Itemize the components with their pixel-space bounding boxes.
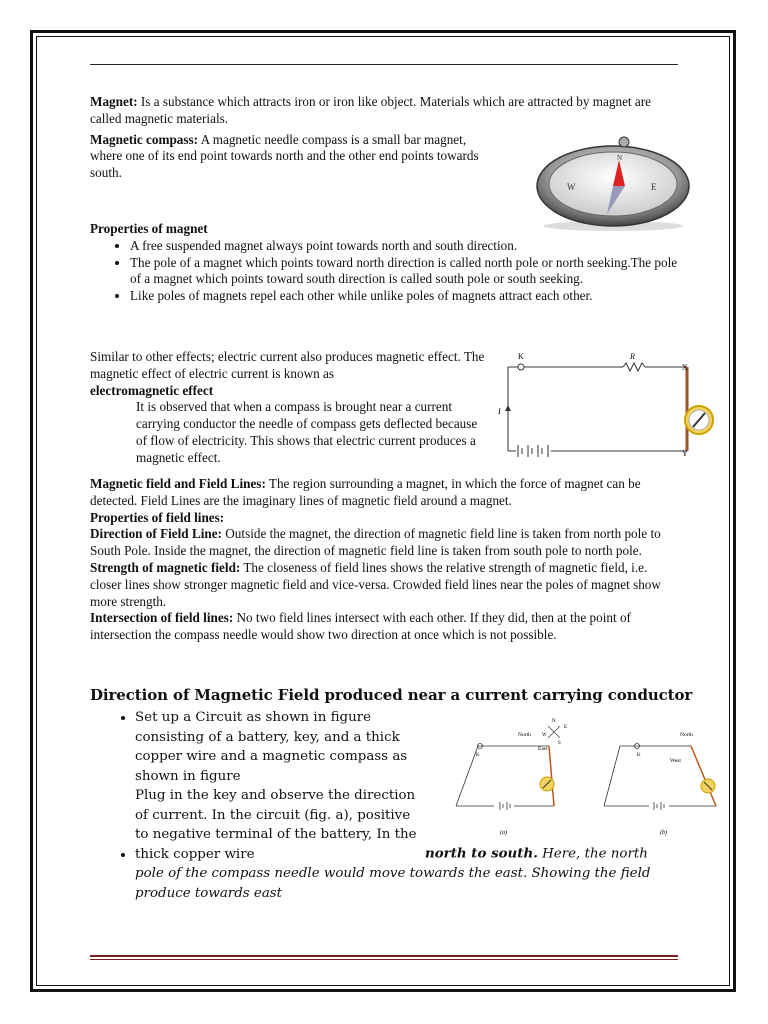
magnet-definition <box>90 94 678 128</box>
magnet-def: Is a substance which attracts iron or iron like object. Materials which are attracted by magnet are called magnetic materials. <box>90 94 651 126</box>
compass-def: A magnetic needle compass is a small bar magnet, where one of its end point towards north and the other end points towards south. <box>90 131 479 181</box>
field-props-heading: Properties of field lines: <box>90 509 225 525</box>
electro-indent: It is observed that when a compass is brought near a current carrying conductor the needle of compass gets deflected because of flow of electricity. This shows that electric current produces a magnetic effect. <box>136 399 478 465</box>
properties-list <box>90 238 678 305</box>
label-y: Y <box>682 449 688 458</box>
compass-definition <box>90 132 500 182</box>
direction-paragraph: Direction of Field Line: Outside the magnet, the direction of magnetic field line is taken from north pole to South Pole. Inside the magnet, the direction of magnetic field line is taken from south pole to north pole. <box>90 526 661 559</box>
magnet-term: Magnet: <box>90 94 138 109</box>
label-e: E <box>564 725 568 730</box>
compass-image <box>533 134 693 232</box>
label-north-b: North <box>680 732 693 738</box>
compass-e-label: E <box>651 182 657 192</box>
caption-b: (b) <box>660 830 667 836</box>
compass-w-label: W <box>567 182 576 192</box>
intersection-paragraph: Intersection of field lines: No two field lines intersect with each other. If they did, then at the point of intersection the compass needle would show two direction at once which is not possible. <box>90 610 631 643</box>
strength-paragraph: Strength of magnetic field: The closeness of field lines shows the relative strength of magnetic field, i.e. closer lines show stronger magnetic field and vice-versa. Crowded field lines near the poles of magnet show more strength. <box>90 559 661 609</box>
label-k: K <box>518 352 524 361</box>
section2-heading: Direction of Magnetic Field produced near a current carrying conductor <box>90 686 693 704</box>
caption-a: (a) <box>500 830 507 836</box>
field-definition: Magnetic field and Field Lines: The region surrounding a magnet, in which the force of magnet can be detected. Field Lines are the imaginary lines of magnetic field around a magnet. <box>90 476 641 508</box>
label-n: N <box>552 719 556 724</box>
label-k-a: K <box>476 753 480 758</box>
label-w: W <box>542 733 547 738</box>
electro-intro: Similar to other effects; electric current also produces magnetic effect. The magnetic effect of electric current is known as electromagnetic effect <box>90 349 485 398</box>
properties-heading: Properties of magnet <box>90 221 208 236</box>
header-rule <box>90 64 678 65</box>
electro-term: electromagnetic effect <box>90 382 214 398</box>
list-item: • Like poles of magnets repel each other while unlike poles of magnets attract each other. <box>130 288 678 305</box>
properties-section <box>90 221 678 305</box>
label-k-b: K <box>637 753 641 758</box>
field-section <box>90 476 678 644</box>
footer-rule-thin <box>90 959 678 960</box>
label-s: S <box>558 741 561 746</box>
label-r: R <box>630 352 635 361</box>
label-west: West <box>670 758 681 764</box>
label-north-a: North <box>518 732 531 738</box>
list-item: • A free suspended magnet always point towards north and south direction. <box>130 238 678 255</box>
compass-n-label: N <box>617 154 623 162</box>
circuit-diagram <box>496 350 718 462</box>
figure-a-b <box>444 716 724 838</box>
compass-term: Magnetic compass: <box>90 131 199 147</box>
label-east: East <box>538 746 548 752</box>
label-x: X <box>682 363 688 372</box>
list-item: • Plug in the key and observe the direction of current. In the circuit (fig. a), positive to negative terminal of the battery, In the thick copper wire north to south. Here, the north pole of the compass needle would move towards the east. Showing the field produce towards east <box>135 786 670 903</box>
footer-rule-thick <box>90 955 678 957</box>
list-item: • Set up a Circuit as shown in figure consisting of a battery, key, and a thick copper wire and a magnetic compass as shown in figure <box>135 708 425 786</box>
label-i: I <box>498 407 501 416</box>
list-item: • The pole of a magnet which points toward north direction is called north pole or north seeking.The pole of a magnet which points toward south direction is called south pole or south seeking. <box>130 255 678 289</box>
